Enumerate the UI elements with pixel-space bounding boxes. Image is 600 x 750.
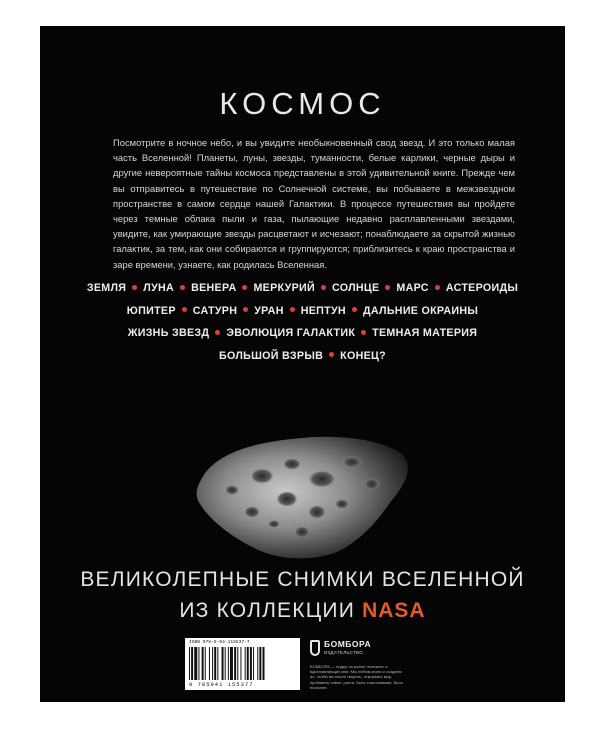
barcode-bar <box>263 647 265 680</box>
nasa-brand: NASA <box>362 599 426 622</box>
topic-item: ЮПИТЕР <box>126 304 176 317</box>
barcode-bar <box>191 647 193 680</box>
barcode-bar <box>259 647 261 680</box>
bullet-dot-icon <box>215 330 220 335</box>
intro-text: Посмотрите в ночное небо, и вы увидите необыкновенный свод звезд. И это только малая часть Вселенной! Планеты, луны, звезды, туманности, белые карлики, черные дыры и другие невероятные тайны космоса представлены в этой удивительной книге. Прежде чем вы отправитесь в путешествие по Солнечной системе, вы побываете в межзвездном пространстве в самом сердце нашей Галактики. В процессе путешествия вы пройдете через темные облака пыли и газа, пылающие недавно расплавленными звездами, увидите, как умирающие звезды расцветают и исчезают; понаблюдаете за скрытой жизнью галактик, за тем, как они собираются и группируются; приблизитесь к краю пространства и заре времени, узнаете, как родилась Вселенная. <box>113 137 515 270</box>
barcode-bar <box>245 647 246 680</box>
bullet-dot-icon <box>242 285 247 290</box>
topic-item: ЭВОЛЮЦИЯ ГАЛАКТИК <box>226 327 356 339</box>
barcode-bars <box>189 647 296 680</box>
topic-item: УРАН <box>254 304 284 317</box>
bullet-dot-icon <box>435 285 440 290</box>
bullet-dot-icon <box>329 352 334 357</box>
barcode-bar <box>228 647 229 680</box>
barcode-bar <box>222 647 224 680</box>
barcode-bar <box>253 647 254 680</box>
bullet-dot-icon <box>182 307 187 312</box>
bullet-dot-icon <box>352 307 357 312</box>
bullet-dot-icon <box>361 330 366 335</box>
barcode-bar <box>257 647 258 680</box>
barcode-bar <box>189 647 190 680</box>
topic-item: САТУРН <box>192 304 238 317</box>
topic-line <box>40 277 565 300</box>
publisher-name: БОМБОРА <box>324 639 372 649</box>
topic-item: БОЛЬШОЙ ВЗРЫВ <box>219 349 324 362</box>
barcode-bar <box>234 647 236 680</box>
tagline-line-2 <box>40 595 565 626</box>
tagline <box>40 564 565 626</box>
barcode-bar <box>225 647 226 680</box>
barcode-bar <box>250 647 252 680</box>
topic-item: ДАЛЬНИЕ ОКРАИНЫ <box>362 304 479 317</box>
barcode-bar <box>247 647 249 680</box>
barcode-bar <box>237 647 238 680</box>
topic-line <box>40 322 565 345</box>
topic-item: ЗЕМЛЯ <box>86 282 127 294</box>
barcode-bar <box>214 647 216 680</box>
barcode-bar <box>230 647 233 680</box>
topic-item: ТЕМНАЯ МАТЕРИЯ <box>372 327 478 339</box>
barcode-bar <box>240 647 241 680</box>
tagline-prefix: ИЗ КОЛЛЕКЦИИ <box>179 599 356 622</box>
bullet-dot-icon <box>132 285 137 290</box>
bullet-dot-icon <box>180 285 185 290</box>
barcode-bar <box>198 647 199 680</box>
bullet-dot-icon <box>243 307 248 312</box>
publisher-note: БОМБОРА — лидер на рынке полезных и вдохновляющих книг. Мы любим книги и создаем их, чтобы вы могли творить, открывать мир, пробовать новое, расти. Быть счастливыми. Быть на волне. <box>310 664 404 690</box>
topic-item: КОНЕЦ? <box>340 349 386 362</box>
topic-item: ЖИЗНЬ ЗВЕЗД <box>127 327 210 339</box>
barcode-bar <box>202 647 204 680</box>
hyperion-moon-image <box>192 424 417 564</box>
barcode-digits: 9 785041 155377 <box>189 681 254 688</box>
topic-item: НЕПТУН <box>300 304 346 317</box>
topic-line <box>40 345 565 368</box>
publisher-subtitle: ИЗДАТЕЛЬСТВО <box>324 650 364 655</box>
barcode-bar <box>205 647 206 680</box>
publisher-logo <box>310 638 380 662</box>
tagline-line-1: ВЕЛИКОЛЕПНЫЕ СНИМКИ ВСЕЛЕННОЙ <box>80 568 525 591</box>
topic-item: МАРС <box>396 282 429 294</box>
topic-item: АСТЕРОИДЫ <box>445 282 519 294</box>
barcode-bar <box>212 647 213 680</box>
topic-item: ВЕНЕРА <box>191 282 237 294</box>
book-title: КОСМОС <box>219 86 386 121</box>
bullet-dot-icon <box>385 285 390 290</box>
topic-item: МЕРКУРИЙ <box>253 282 315 294</box>
bullet-dot-icon <box>321 285 326 290</box>
isbn-text: ISBN 978-5-04-115537-7 <box>189 640 250 645</box>
barcode <box>185 638 300 690</box>
barcode-bar <box>217 647 218 680</box>
book-back-cover <box>40 26 565 702</box>
topic-line <box>40 300 565 323</box>
barcode-bar <box>209 647 210 680</box>
bombora-logo-icon <box>310 640 320 656</box>
barcode-bar <box>194 647 197 680</box>
bullet-dot-icon <box>290 307 295 312</box>
topic-item: ЛУНА <box>143 282 175 294</box>
topics-list <box>40 277 565 367</box>
topic-item: СОЛНЦЕ <box>331 282 380 294</box>
